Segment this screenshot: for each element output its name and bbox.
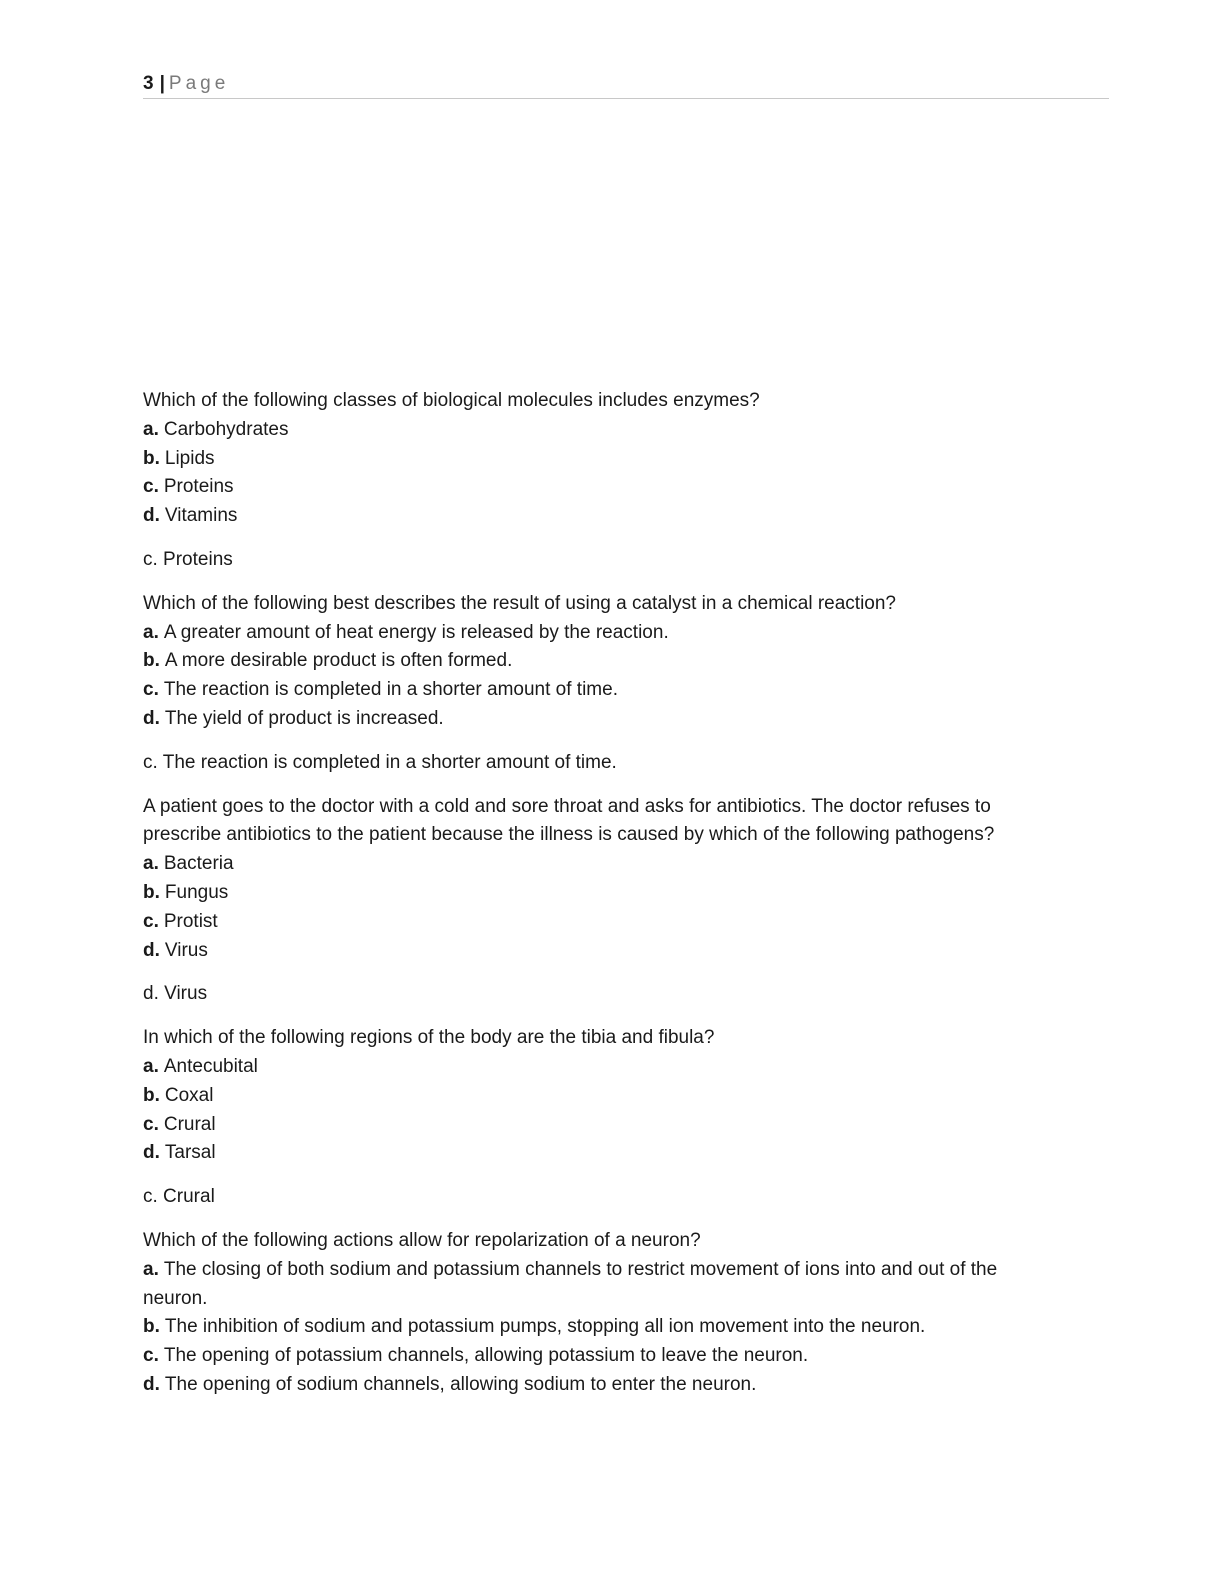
option-c — [143, 676, 1063, 705]
option-text: Vitamins — [164, 505, 238, 527]
option-d — [143, 502, 1063, 531]
option-a — [143, 1256, 1063, 1314]
answer-text: d. Virus — [143, 983, 208, 1005]
question-text: Which of the following classes of biological molecules includes enzymes? — [143, 390, 760, 411]
question-text: Which of the following best describes the result of using a catalyst in a chemical reaction? — [143, 592, 896, 614]
option-text: The yield of product is increased. — [164, 707, 444, 729]
option-letter: a. — [143, 1055, 159, 1077]
option-c — [143, 1111, 1063, 1140]
option-text: Virus — [164, 939, 208, 961]
answer-text: c. Proteins — [143, 548, 233, 570]
option-letter: b. — [143, 881, 160, 903]
option-list — [143, 1053, 1063, 1168]
option-c — [143, 908, 1063, 937]
option-b — [143, 445, 1063, 474]
option-letter: c. — [143, 679, 159, 701]
option-text: Crural — [163, 1113, 216, 1135]
option-b — [143, 1082, 1063, 1111]
question-3 — [143, 793, 1063, 1010]
option-list — [143, 416, 1063, 531]
answer-text: c. Crural — [143, 1186, 215, 1208]
option-letter: c. — [143, 1345, 159, 1367]
option-text: The closing of both sodium and potassium channels to restrict movement of ions into and out of the neuron. — [143, 1258, 998, 1309]
option-text: Protist — [163, 910, 218, 932]
option-d — [143, 1139, 1063, 1168]
option-text: Lipids — [164, 447, 215, 469]
option-a — [143, 850, 1063, 879]
question-text: Which of the following actions allow for repolarization of a neuron? — [143, 1229, 701, 1251]
option-letter: b. — [143, 1084, 160, 1106]
option-c — [143, 1342, 1063, 1371]
question-2 — [143, 590, 1063, 778]
option-c — [143, 473, 1063, 502]
question-list — [143, 387, 1063, 1400]
option-text: The inhibition of sodium and potassium pumps, stopping all ion movement into the neuron. — [164, 1316, 926, 1338]
question-1 — [143, 387, 1063, 575]
option-list — [143, 1256, 1063, 1400]
question-5 — [143, 1227, 1063, 1400]
option-letter: b. — [143, 650, 160, 672]
option-letter: b. — [143, 1316, 160, 1338]
option-d — [143, 1371, 1063, 1400]
page-label: Page — [168, 73, 230, 94]
option-letter: c. — [143, 476, 159, 498]
option-letter: d. — [143, 1373, 160, 1395]
option-text: Tarsal — [164, 1142, 216, 1164]
option-letter: a. — [143, 418, 159, 440]
option-text: A greater amount of heat energy is released by the reaction. — [163, 621, 669, 643]
option-text: The reaction is completed in a shorter amount of time. — [163, 679, 618, 701]
option-b — [143, 879, 1063, 908]
option-text: Fungus — [164, 881, 229, 903]
option-a — [143, 619, 1063, 648]
question-text: In which of the following regions of the body are the tibia and fibula? — [143, 1027, 715, 1049]
option-letter: a. — [143, 1258, 159, 1280]
option-letter: c. — [143, 910, 159, 932]
question-text: A patient goes to the doctor with a cold and sore throat and asks for antibiotics. The doctor refuses to prescribe antibiotics to the patient because the illness is caused by which of the following pathogens? — [143, 795, 995, 846]
option-letter: d. — [143, 1142, 160, 1164]
option-letter: d. — [143, 707, 160, 729]
option-b — [143, 1313, 1063, 1342]
option-letter: d. — [143, 505, 160, 527]
option-list — [143, 619, 1063, 734]
option-b — [143, 647, 1063, 676]
page-number: 3 — [143, 73, 154, 94]
option-d — [143, 705, 1063, 734]
answer-text: c. The reaction is completed in a shorter amount of time. — [143, 751, 617, 773]
option-letter: a. — [143, 621, 159, 643]
option-text: Carbohydrates — [163, 418, 289, 440]
option-text: A more desirable product is often formed. — [164, 650, 513, 672]
question-4 — [143, 1024, 1063, 1212]
option-letter: d. — [143, 939, 160, 961]
page-header — [143, 70, 1109, 99]
option-text: Bacteria — [163, 853, 234, 875]
option-text: Proteins — [163, 476, 234, 498]
option-a — [143, 1053, 1063, 1082]
option-d — [143, 937, 1063, 966]
option-text: Coxal — [164, 1084, 214, 1106]
option-text: The opening of potassium channels, allowing potassium to leave the neuron. — [163, 1345, 809, 1367]
option-letter: b. — [143, 447, 160, 469]
option-list — [143, 850, 1063, 965]
option-text: The opening of sodium channels, allowing sodium to enter the neuron. — [164, 1373, 757, 1395]
option-a — [143, 416, 1063, 445]
option-letter: c. — [143, 1113, 159, 1135]
option-letter: a. — [143, 853, 159, 875]
option-text: Antecubital — [163, 1055, 258, 1077]
page-separator: | — [159, 73, 165, 94]
